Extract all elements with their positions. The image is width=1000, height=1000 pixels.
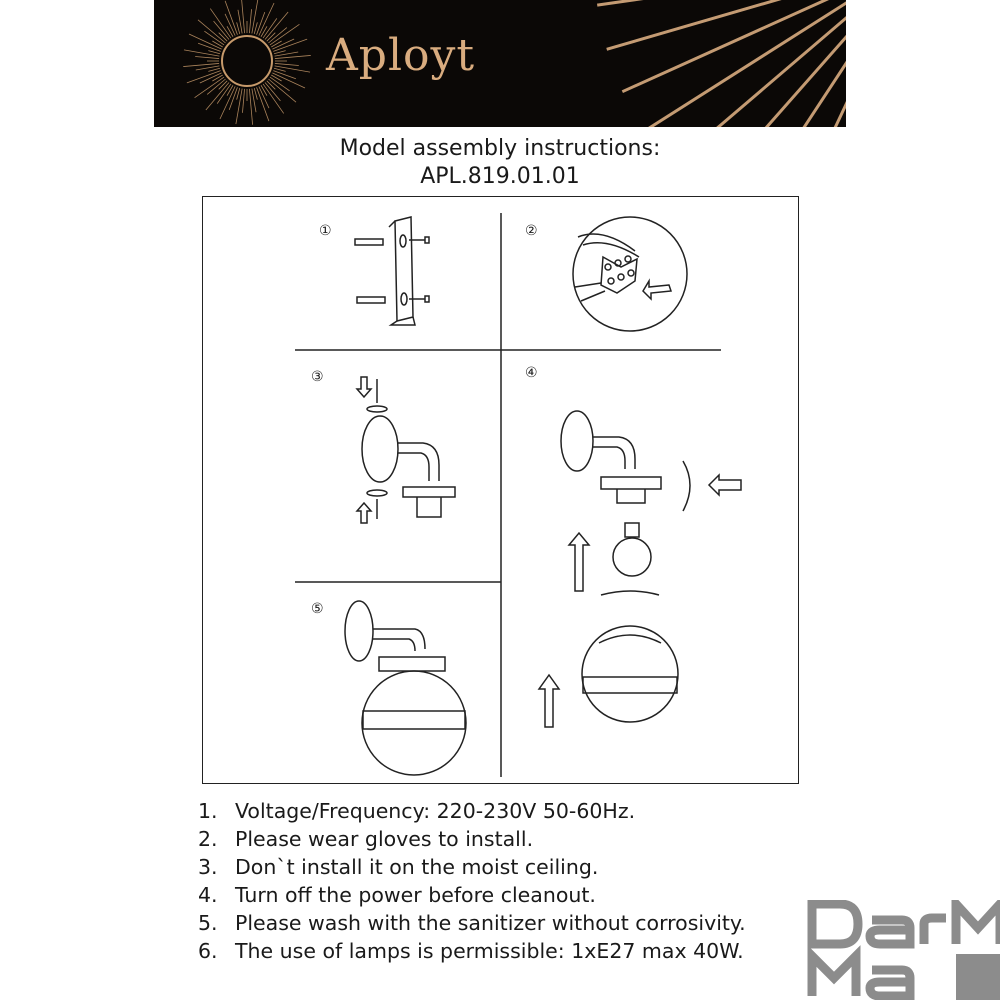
list-item: 3. Don`t install it on the moist ceiling. <box>198 855 599 879</box>
model-number: APL.819.01.01 <box>420 164 580 189</box>
page-title: Model assembly instructions: <box>339 136 661 161</box>
step-2-number: ② <box>525 223 538 239</box>
darma-watermark-logo <box>806 900 1000 1000</box>
list-item: 1. Voltage/Frequency: 220-230V 50-60Hz. <box>198 799 636 823</box>
step-4-bulb-illustration <box>539 411 741 727</box>
list-item: 4. Turn off the power before cleanout. <box>198 883 596 907</box>
assembly-diagram <box>202 196 799 784</box>
brand-logo: Aployt <box>326 30 476 81</box>
step-5-assembled-illustration <box>345 601 466 775</box>
safety-notes-list <box>198 797 746 965</box>
list-item: 6. The use of lamps is permissible: 1xE27 max 40W. <box>198 939 744 963</box>
sun-icon <box>222 36 272 86</box>
list-item: 2. Please wear gloves to install. <box>198 827 534 851</box>
step-2-wiring-illustration <box>573 217 687 331</box>
step-5-number: ⑤ <box>311 601 324 617</box>
step-1-bracket-illustration <box>355 217 429 325</box>
sunburst-decoration <box>154 0 846 127</box>
step-4-number: ④ <box>525 365 538 381</box>
step-1-number: ① <box>319 223 332 239</box>
brand-banner <box>154 0 846 127</box>
step-3-number: ③ <box>311 369 324 385</box>
step-3-base-illustration <box>357 377 455 523</box>
list-item: 5. Please wash with the sanitizer without corrosivity. <box>198 911 746 935</box>
